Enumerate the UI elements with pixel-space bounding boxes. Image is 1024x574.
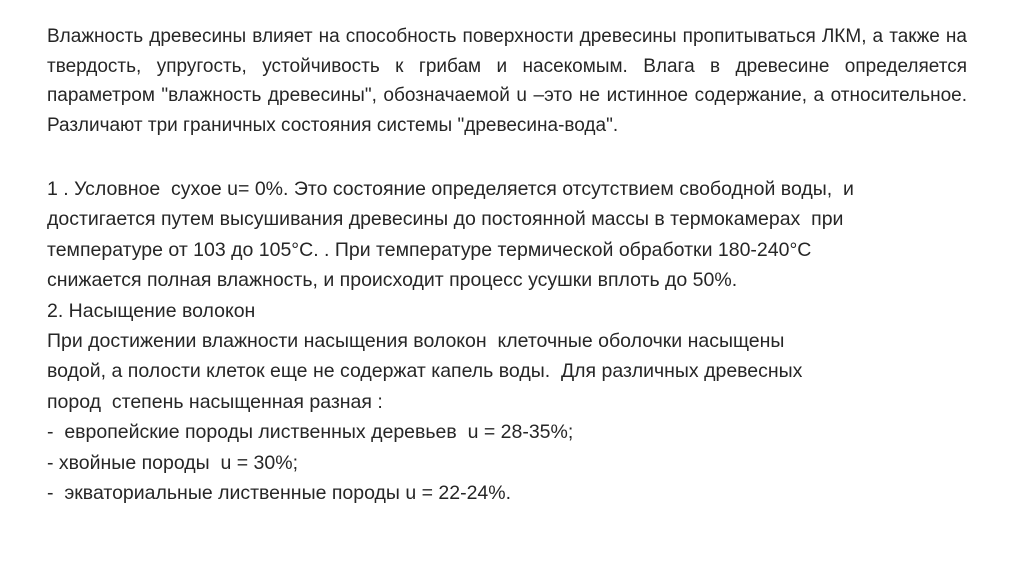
bullet-european-hardwoods: - европейские породы лиственных деревьев u = 28-35%; — [47, 421, 574, 444]
intro-paragraph: Влажность древесины влияет на способность поверхности древесины пропитываться ЛКМ, а также на твердость, упругость, устойчивость к грибам и насекомым. Влага в древесине определяется параметром "влажность древесины", обозначаемой u –это не истинное содержание, а относительное. Различают три граничных состояния системы "древесина-вода". — [47, 26, 967, 136]
line-state-1-title: 1 . Условное сухое u= 0%. Это состояние определяется отсутствием свободной воды, и — [47, 178, 854, 200]
bullet-equatorial-hardwoods: - экваториальные лиственные породы u = 22-24%. — [47, 482, 512, 505]
line-state-1-text-c: снижается полная влажность, и происходит процесс усушки вплоть до 50%. — [47, 269, 738, 292]
line-state-1-text-a: достигается путем высушивания древесины до постоянной массы в термокамерах при — [47, 208, 844, 231]
line-state-1-text-b: температуре от 103 до 105°С. . При температуре термической обработки 180-240°С — [47, 238, 812, 261]
line-state-2-title: 2. Насыщение волокон — [47, 299, 256, 322]
line-state-2-text-b: водой, а полости клеток еще не содержат капель воды. Для различных древесных — [47, 360, 803, 383]
line-state-2-text-a: При достижении влажности насыщения волокон клеточные оболочки насыщены — [47, 330, 785, 353]
content-lines — [47, 174, 977, 508]
line-state-2-text-c: пород степень насыщенная разная : — [47, 390, 383, 413]
bullet-conifers: - хвойные породы u = 30%; — [47, 451, 298, 474]
